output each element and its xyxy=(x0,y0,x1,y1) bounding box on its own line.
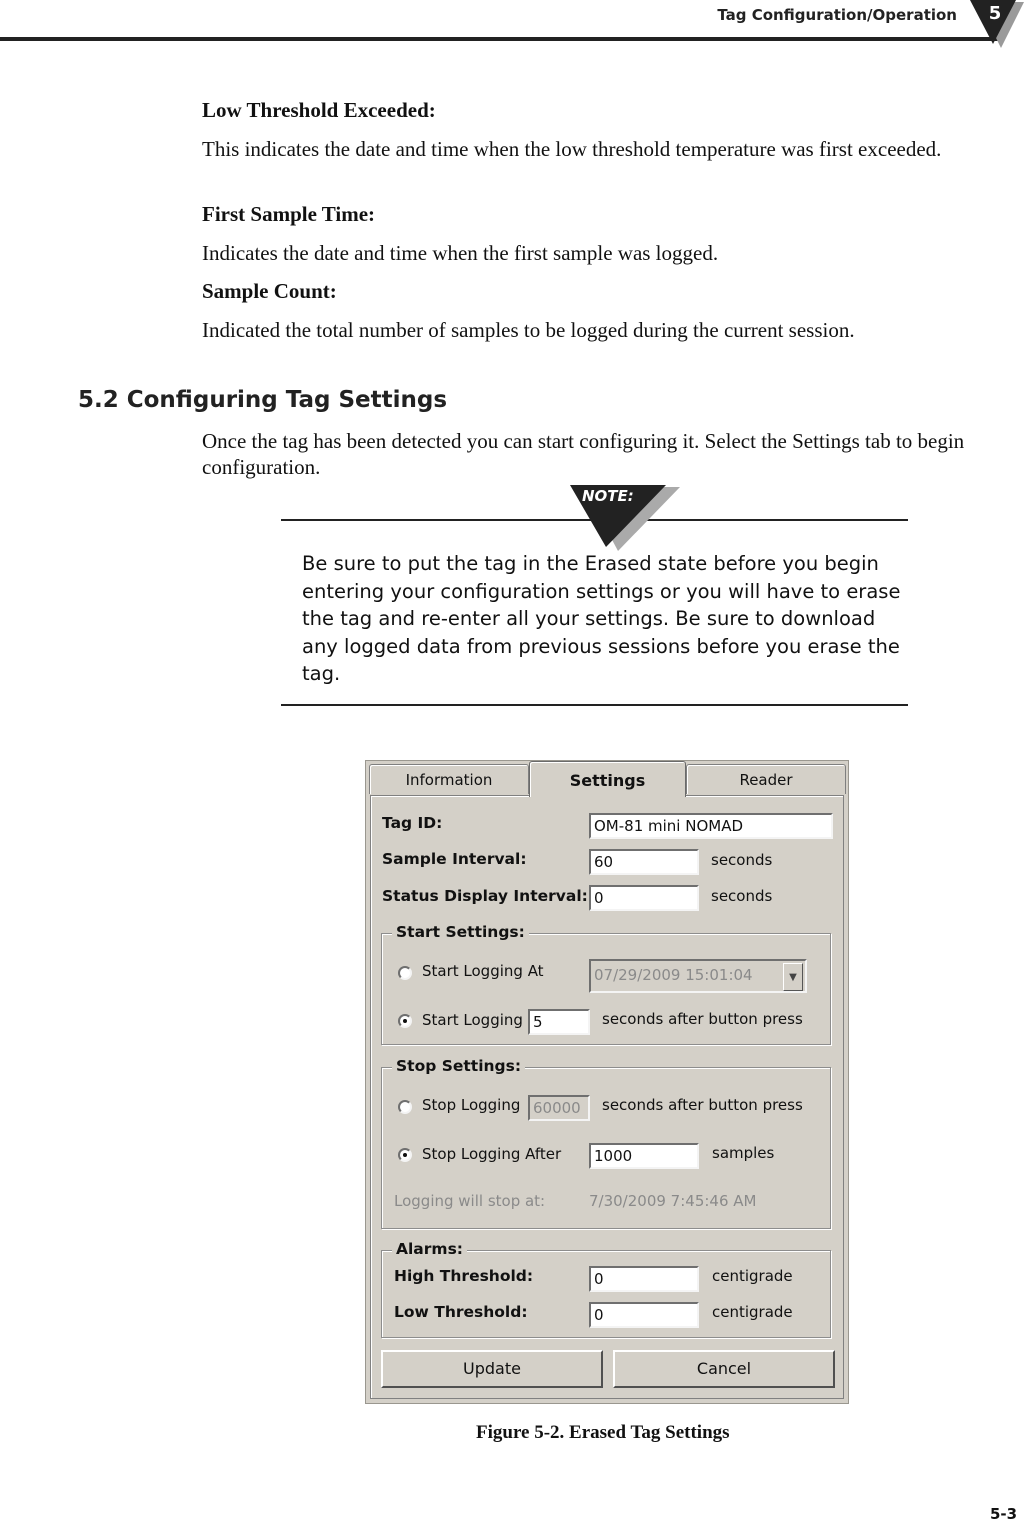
definition-text: Indicates the date and time when the first sample was logged. xyxy=(202,241,719,265)
high-threshold-label: High Threshold: xyxy=(394,1267,534,1285)
start-settings-group xyxy=(381,923,831,1045)
cancel-button[interactable]: Cancel xyxy=(613,1350,835,1388)
tag-id-input[interactable]: OM-81 mini NOMAD xyxy=(589,813,833,839)
alarms-group xyxy=(381,1240,831,1338)
chevron-down-icon[interactable]: ▼ xyxy=(783,963,803,991)
start-at-datetime-combo[interactable] xyxy=(589,959,807,993)
page-number: 5-3 xyxy=(990,1505,1018,1523)
stop-logging-unit: seconds after button press xyxy=(602,1096,803,1114)
start-after-label: Start Logging xyxy=(422,1011,523,1029)
header-rule xyxy=(0,37,1000,41)
tag-settings-dialog xyxy=(365,760,849,1404)
note-bottom-rule xyxy=(281,704,908,706)
low-threshold-unit: centigrade xyxy=(712,1303,793,1321)
tag-id-label: Tag ID: xyxy=(382,814,443,832)
definition-first-sample xyxy=(202,201,1002,266)
start-after-input[interactable]: 5 xyxy=(528,1009,590,1035)
sample-interval-label: Sample Interval: xyxy=(382,850,527,868)
status-display-interval-input[interactable]: 0 xyxy=(589,885,699,911)
low-threshold-input[interactable]: 0 xyxy=(589,1302,699,1328)
stop-logging-radio[interactable] xyxy=(398,1100,412,1114)
stop-after-input[interactable]: 1000 xyxy=(589,1143,699,1169)
update-button[interactable]: Update xyxy=(381,1350,603,1388)
start-settings-title: Start Settings: xyxy=(392,923,529,941)
start-at-datetime-value: 07/29/2009 15:01:04 xyxy=(594,966,753,984)
logging-will-stop-label: Logging will stop at: xyxy=(394,1192,546,1210)
section-intro: Once the tag has been detected you can start configuring it. Select the Settings tab to begin configuration. xyxy=(202,429,965,479)
definition-text: This indicates the date and time when the low threshold temperature was first exceeded. xyxy=(202,137,942,161)
tab-information[interactable]: Information xyxy=(369,764,529,794)
section-heading: 5.2 Configuring Tag Settings xyxy=(78,387,448,413)
definition-sample-count xyxy=(202,278,1002,343)
status-display-interval-label: Status Display Interval: xyxy=(382,887,588,905)
tab-reader[interactable]: Reader xyxy=(686,764,846,794)
start-after-unit: seconds after button press xyxy=(602,1010,803,1028)
note-text: Be sure to put the tag in the Erased state before you begin entering your configuration settings or you will have to erase the tag and re-enter all your settings. Be sure to download any logged data from previous sessions before you erase the tag. xyxy=(302,552,901,685)
high-threshold-input[interactable]: 0 xyxy=(589,1266,699,1292)
sample-interval-unit: seconds xyxy=(711,851,773,869)
stop-after-label: Stop Logging After xyxy=(422,1145,562,1163)
definition-low-threshold xyxy=(202,97,1002,162)
sample-interval-input[interactable]: 60 xyxy=(589,849,699,875)
alarms-title: Alarms: xyxy=(392,1240,467,1258)
stop-after-radio[interactable] xyxy=(398,1148,412,1162)
tab-settings[interactable]: Settings xyxy=(529,761,686,797)
definition-text: Indicated the total number of samples to be logged during the current session. xyxy=(202,318,855,342)
note-label: NOTE: xyxy=(582,487,634,505)
definition-term: Low Threshold Exceeded: xyxy=(202,98,436,122)
header-title: Tag Configuration/Operation xyxy=(717,6,957,24)
chapter-number: 5 xyxy=(988,3,1002,24)
definition-term: First Sample Time: xyxy=(202,202,376,226)
stop-settings-title: Stop Settings: xyxy=(392,1057,525,1075)
stop-logging-label: Stop Logging xyxy=(422,1096,521,1114)
figure-caption: Figure 5-2. Erased Tag Settings xyxy=(476,1422,730,1443)
settings-panel xyxy=(370,795,844,1399)
status-display-interval-unit: seconds xyxy=(711,887,773,905)
start-at-radio[interactable] xyxy=(398,966,412,980)
start-at-label: Start Logging At xyxy=(422,962,544,980)
low-threshold-label: Low Threshold: xyxy=(394,1303,528,1321)
stop-logging-input[interactable]: 60000 xyxy=(528,1095,590,1121)
stop-settings-group xyxy=(381,1057,831,1229)
logging-will-stop-value: 7/30/2009 7:45:46 AM xyxy=(589,1192,757,1210)
start-after-radio[interactable] xyxy=(398,1014,412,1028)
stop-after-unit: samples xyxy=(712,1144,775,1162)
high-threshold-unit: centigrade xyxy=(712,1267,793,1285)
definition-term: Sample Count: xyxy=(202,279,337,303)
